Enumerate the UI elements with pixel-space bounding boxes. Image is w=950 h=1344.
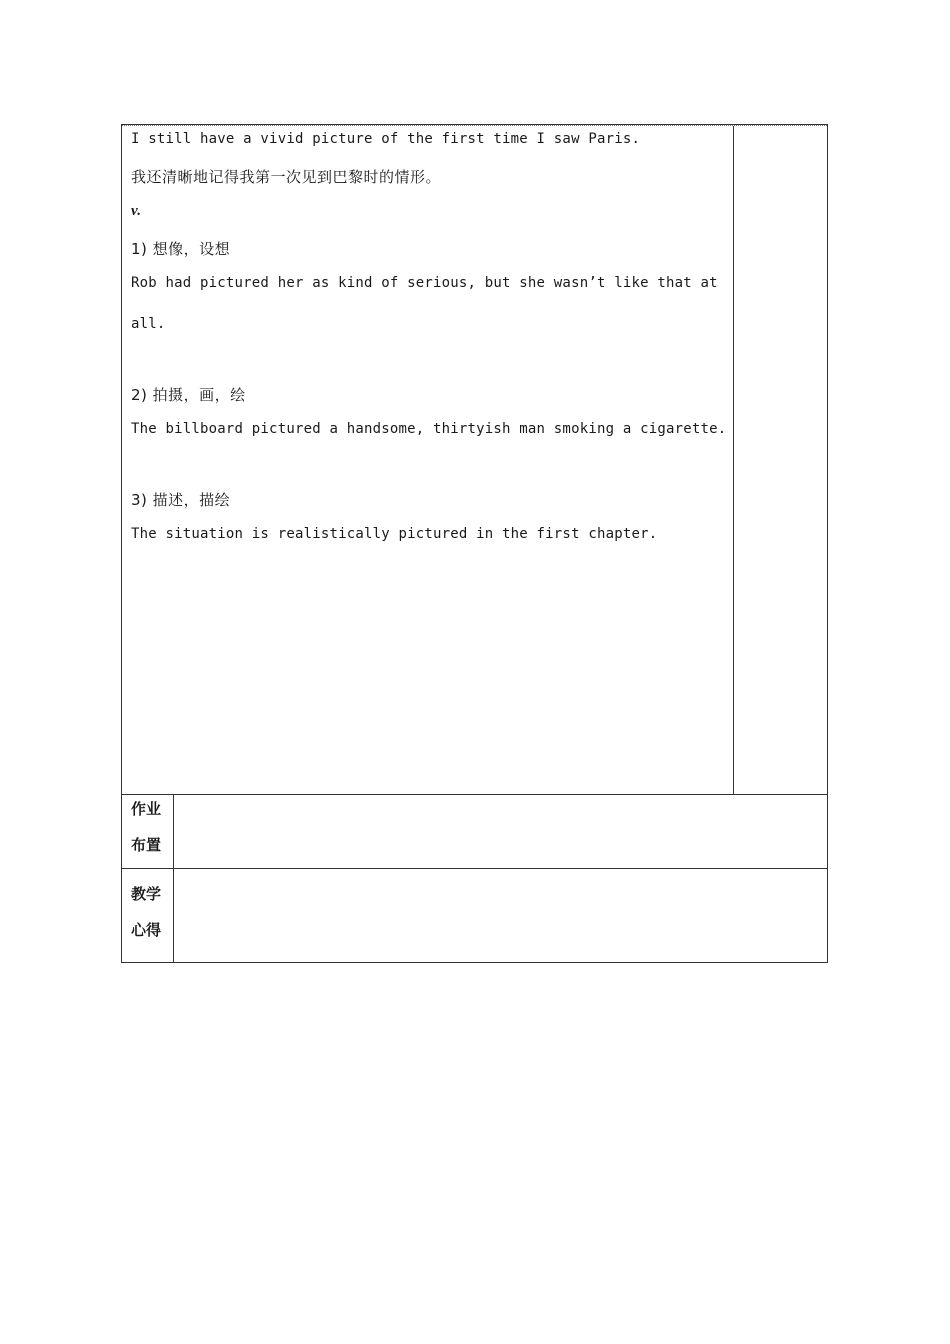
lesson-table bbox=[121, 124, 828, 963]
sense-2-example: The billboard pictured a handsome, thirtyish man smoking a cigarette. bbox=[131, 421, 727, 437]
reflection-label-line-2: 心得 bbox=[131, 921, 162, 939]
homework-label-line-1: 作业 bbox=[131, 800, 162, 818]
reflection-row bbox=[122, 868, 827, 963]
notes-cell bbox=[733, 126, 828, 795]
content-cell bbox=[122, 126, 733, 795]
sense-1-example-line-2: all. bbox=[131, 316, 166, 332]
homework-label-cell bbox=[122, 795, 174, 869]
example-sentence-zh: 我还清晰地记得我第一次见到巴黎时的情形。 bbox=[131, 168, 442, 186]
sense-1-example-line-1: Rob had pictured her as kind of serious, but she wasn’t like that at bbox=[131, 275, 718, 291]
sense-3-heading: 3) 描述，描绘 bbox=[131, 491, 231, 509]
homework-label-line-2: 布置 bbox=[131, 836, 162, 854]
sense-3-example: The situation is realistically pictured in the first chapter. bbox=[131, 526, 658, 542]
part-of-speech: v. bbox=[131, 203, 142, 219]
homework-row bbox=[122, 794, 827, 869]
example-sentence-en: I still have a vivid picture of the first time I saw Paris. bbox=[131, 131, 641, 147]
reflection-label-cell bbox=[122, 869, 174, 963]
sense-1-heading: 1) 想像，设想 bbox=[131, 240, 231, 258]
sense-2-heading: 2) 拍摄，画，绘 bbox=[131, 386, 246, 404]
reflection-label-line-1: 教学 bbox=[131, 885, 162, 903]
content-row bbox=[122, 125, 827, 795]
